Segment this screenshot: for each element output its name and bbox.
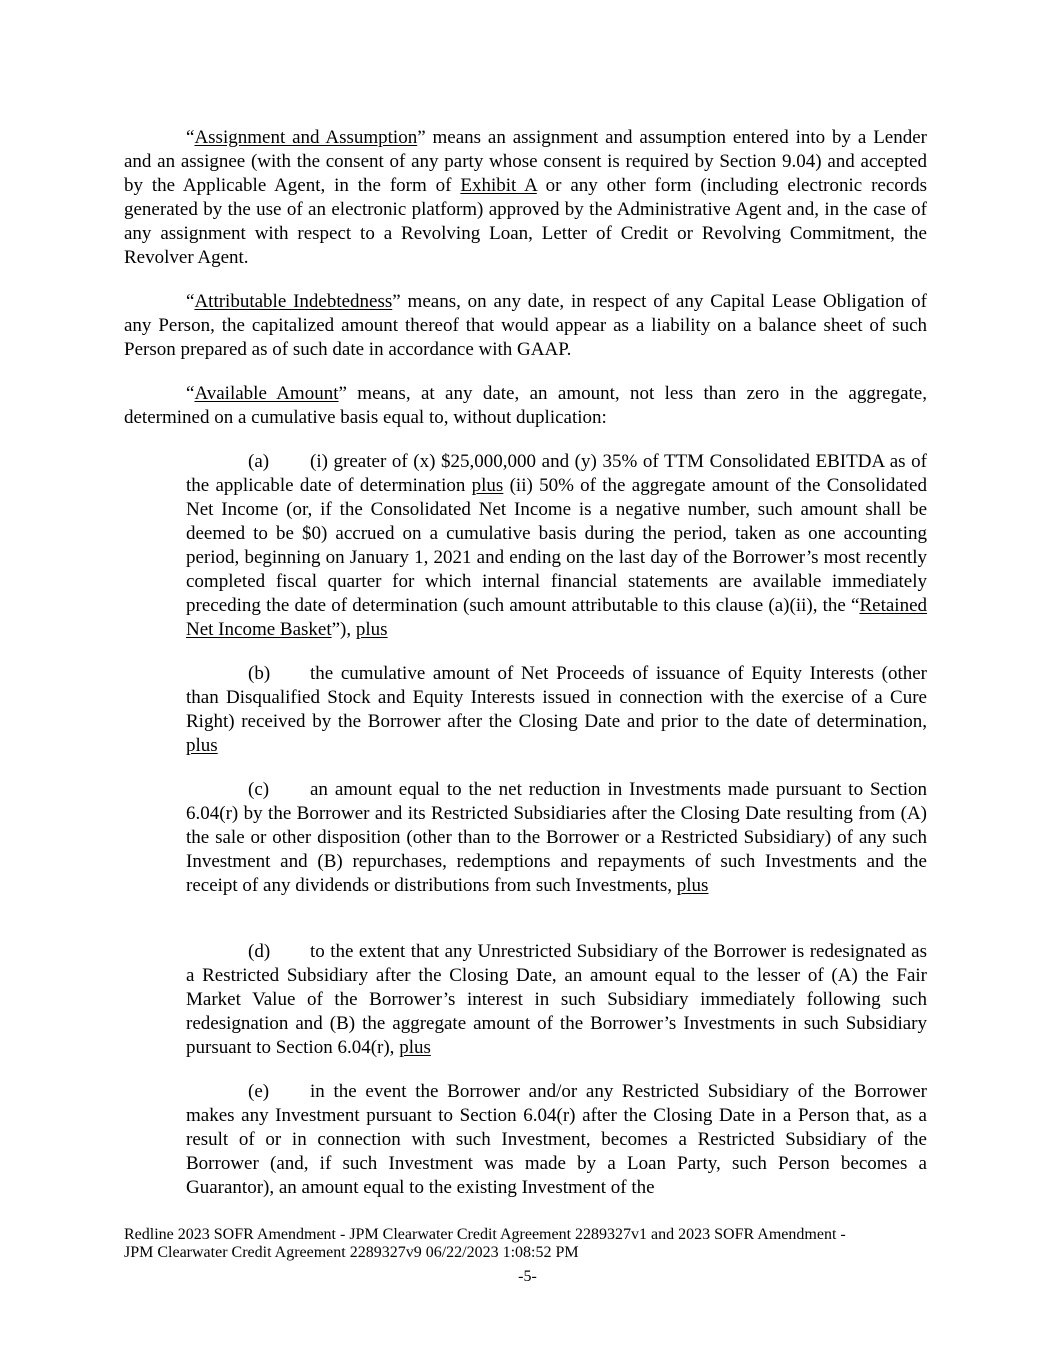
clause-label: (d) xyxy=(248,941,271,962)
clause-a xyxy=(186,450,927,642)
plus-keyword: plus xyxy=(399,1037,431,1058)
definition-assignment-and-assumption xyxy=(124,126,927,270)
clause-label: (a) xyxy=(248,451,270,472)
plus-keyword: plus xyxy=(471,475,504,496)
exhibit-reference: Exhibit A xyxy=(460,175,537,196)
redline-footer xyxy=(124,1226,927,1262)
open-quote: “ xyxy=(186,291,195,312)
definition-text: ” means, on any date, in respect of any Capital Lease Obligation of any Person, the capitalized amount thereof that would appear as a liability on a balance sheet of such Person prepared as of such date in accordance with GAAP. xyxy=(124,291,927,360)
footer-line-2: JPM Clearwater Credit Agreement 2289327v9 06/22/2023 1:08:52 PM xyxy=(124,1244,579,1261)
defined-term: Available Amount xyxy=(194,383,339,404)
open-quote: “ xyxy=(186,383,195,404)
clause-text: the cumulative amount of Net Proceeds of issuance of Equity Interests (other than Disqualified Stock and Equity Interests issued in connection with the exercise of a Cure Right) received by the Borrower after the Closing Date and prior to the date of determination, xyxy=(186,663,927,732)
definition-available-amount xyxy=(124,382,927,430)
clause-text: (i) greater of (x) $25,000,000 and (y) 35% of TTM Consolidated EBITDA as of the applicable date of determination xyxy=(186,451,927,496)
clause-text: ”), xyxy=(331,619,356,640)
open-quote: “ xyxy=(186,127,195,148)
clause-c xyxy=(186,778,927,898)
definition-text: ” means an assignment and assumption entered into by a Lender and an assignee (with the consent of any party whose consent is required by Section 9.04) and accepted by the Applicable Agent, in the form of xyxy=(124,127,927,196)
clause-d xyxy=(186,940,927,1060)
defined-term: Assignment and Assumption xyxy=(194,127,418,148)
definition-attributable-indebtedness xyxy=(124,290,927,362)
clause-text: (ii) 50% of the aggregate amount of the Consolidated Net Income (or, if the Consolidated Net Income is a negative number, such amount shall be deemed to be $0) accrued on a cumulative basis during the period, taken as one accounting period, beginning on January 1, 2021 and ending on the last day of the Borrower’s most recently completed fiscal quarter for which internal financial statements are available immediately preceding the date of determination (such amount attributable to this clause (a)(ii), the “ xyxy=(186,475,927,616)
defined-term: Attributable Indebtedness xyxy=(194,291,393,312)
clause-text: an amount equal to the net reduction in Investments made pursuant to Section 6.04(r) by the Borrower and its Restricted Subsidiaries after the Closing Date resulting from (A) the sale or other disposition (other than to the Borrower or a Restricted Subsidiary) of any such Investment and (B) repurchases, redemptions and repayments of such Investments and the receipt of any dividends or distributions from such Investments, xyxy=(186,779,927,896)
page-number: -5- xyxy=(518,1268,537,1285)
clause-text: in the event the Borrower and/or any Restricted Subsidiary of the Borrower makes any Investment pursuant to Section 6.04(r) after the Closing Date in a Person that, as a result of or in connection with such Investment, becomes a Restricted Subsidiary of the Borrower (and, if such Investment was made by a Loan Party, such Person becomes a Guarantor), an amount equal to the existing Investment of the xyxy=(186,1081,927,1198)
plus-keyword: plus xyxy=(676,875,709,896)
clause-e xyxy=(186,1080,927,1200)
plus-keyword: plus xyxy=(355,619,388,640)
clause-label: (c) xyxy=(248,779,270,800)
definition-text: or any other form (including electronic records generated by the use of an electronic platform) approved by the Administrative Agent and, in the case of any assignment with respect to a Revolving Loan, Letter of Credit or Revolving Commitment, the Revolver Agent. xyxy=(124,175,927,268)
clause-label: (e) xyxy=(248,1081,270,1102)
clause-text: to the extent that any Unrestricted Subsidiary of the Borrower is redesignated as a Restricted Subsidiary after the Closing Date, an amount equal to the lesser of (A) the Fair Market Value of the Borrower’s interest in such Subsidiary immediately following such redesignation and (B) the aggregate amount of the Borrower’s Investments in such Subsidiary pursuant to Section 6.04(r), xyxy=(186,941,927,1058)
footer-line-1: Redline 2023 SOFR Amendment - JPM Clearwater Credit Agreement 2289327v1 and 2023 SOFR Amendment - xyxy=(124,1226,846,1243)
definition-text: ” means, at any date, an amount, not less than zero in the aggregate, determined on a cumulative basis equal to, without duplication: xyxy=(124,383,927,428)
plus-keyword: plus xyxy=(186,735,218,756)
clause-label: (b) xyxy=(248,663,271,684)
clause-b xyxy=(186,662,927,758)
defined-term: Retained Net Income Basket xyxy=(186,595,927,640)
